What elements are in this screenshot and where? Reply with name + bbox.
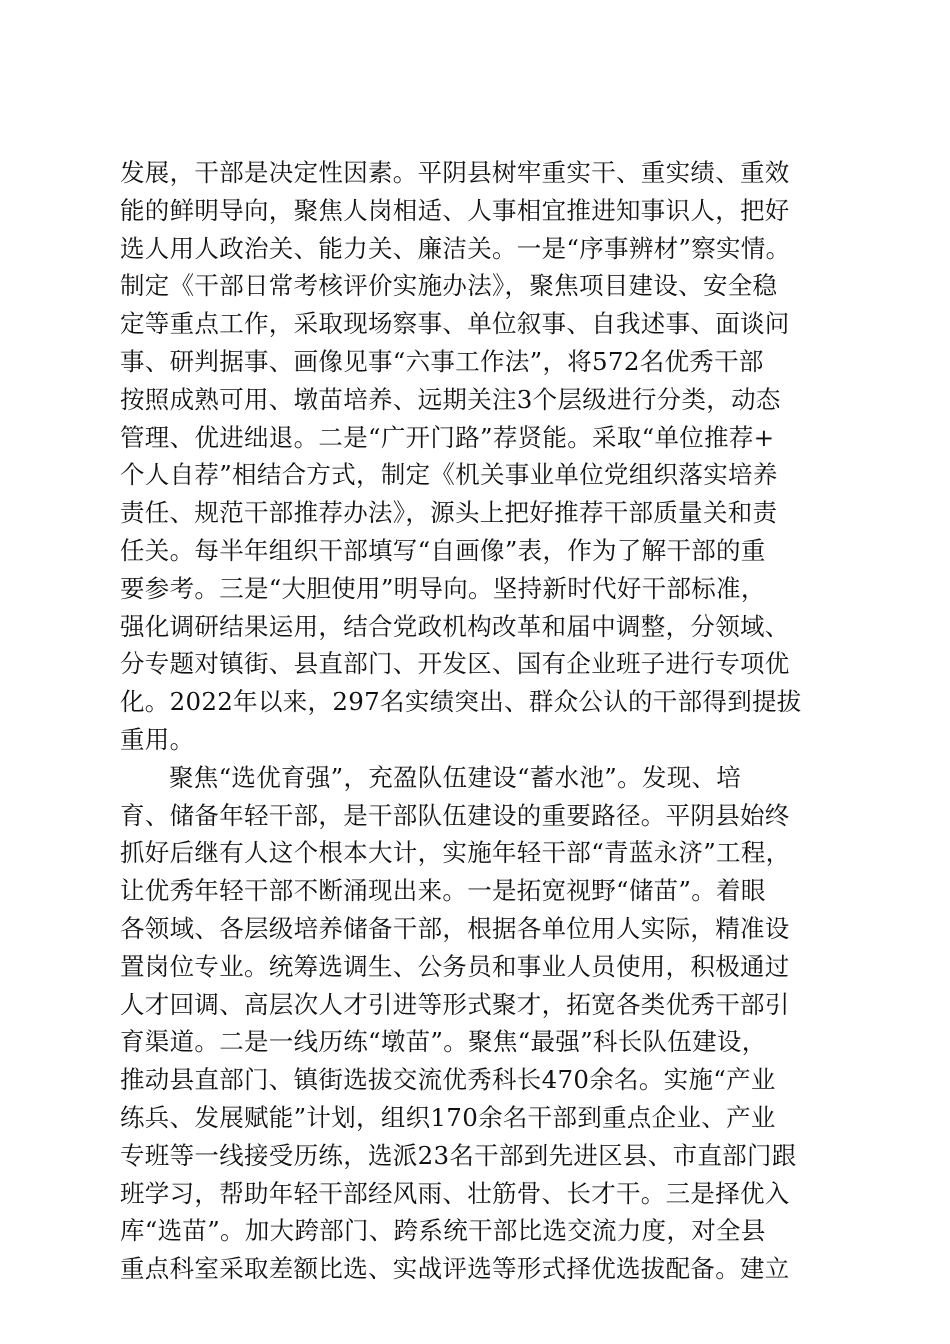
text-line: 专班等一线接受历练，选派23名干部到先进区县、市直部门跟 [120,1140,797,1170]
text-line: 化。2022年以来，297名实绩突出、群众公认的干部得到提拔 [120,687,802,717]
text-line: 聚焦“选优育强”，充盈队伍建设“蓄水池”。发现、培 [169,762,742,792]
text-line: 责任、规范干部推荐办法》，源头上把好推荐干部质量关和责 [120,498,778,528]
text-line: 能的鲜明导向，聚焦人岗相适、人事相宜推进知事识人，把好 [120,195,790,225]
text-line: 库“选苗”。加大跨部门、跨系统干部比选交流力度，对全县 [120,1216,766,1246]
text-line: 育、储备年轻干部，是干部队伍建设的重要路径。平阴县始终 [120,800,790,830]
text-line: 推动县直部门、镇街选拔交流优秀科长470余名。实施“产业 [120,1065,776,1095]
text-line: 事、研判据事、画像见事“六事工作法”，将572名优秀干部 [120,346,764,376]
text-line: 人才回调、高层次人才引进等形式聚才，拓宽各类优秀干部引 [120,989,790,1019]
text-line: 抓好后继有人这个根本大计，实施年轻干部“青蓝永济”工程， [120,838,791,868]
text-line: 各领域、各层级培养储备干部，根据各单位用人实际，精准设 [120,913,790,943]
text-line: 任关。每半年组织干部填写“自画像”表，作为了解干部的重 [120,535,766,565]
text-line: 置岗位专业。统筹选调生、公务员和事业人员使用，积极通过 [120,951,790,981]
text-line: 重用。 [120,724,195,754]
text-line: 班学习，帮助年轻干部经风雨、壮筋骨、长才干。三是择优入 [120,1178,790,1208]
text-line: 分专题对镇街、县直部门、开发区、国有企业班子进行专项优 [120,649,790,679]
text-line: 制定《干部日常考核评价实施办法》，聚焦项目建设、安全稳 [120,271,778,301]
text-line: 要参考。三是“大胆使用”明导向。坚持新时代好干部标准， [120,573,766,603]
text-line: 练兵、发展赋能”计划，组织170余名干部到重点企业、产业 [120,1102,776,1132]
text-line: 让优秀年轻干部不断涌现出来。一是拓宽视野“储苗”。着眼 [120,876,766,906]
text-line: 重点科室采取差额比选、实战评选等形式择优选拔配备。建立 [120,1254,790,1284]
text-line: 定等重点工作，采取现场察事、单位叙事、自我述事、面谈问 [120,309,790,339]
text-line: 强化调研结果运用，结合党政机构改革和届中调整，分领域、 [120,611,790,641]
text-line: 管理、优进绌退。二是“广开门路”荐贤能。采取“单位推荐+ [120,422,775,452]
paragraph-2 [120,759,830,1288]
text-line: 育渠道。二是一线历练“墩苗”。聚焦“最强”科长队伍建设， [120,1027,767,1057]
text-line: 个人自荐”相结合方式，制定《机关事业单位党组织落实培养 [120,460,778,490]
text-line: 按照成熟可用、墩苗培养、远期关注3个层级进行分类，动态 [120,384,781,414]
text-line: 选人用人政治关、能力关、廉洁关。一是“序事辨材”察实情。 [120,233,791,263]
text-line: 发展，干部是决定性因素。平阴县树牢重实干、重实绩、重效 [120,158,790,187]
paragraph-1 [120,154,830,759]
document-body [120,154,830,1288]
